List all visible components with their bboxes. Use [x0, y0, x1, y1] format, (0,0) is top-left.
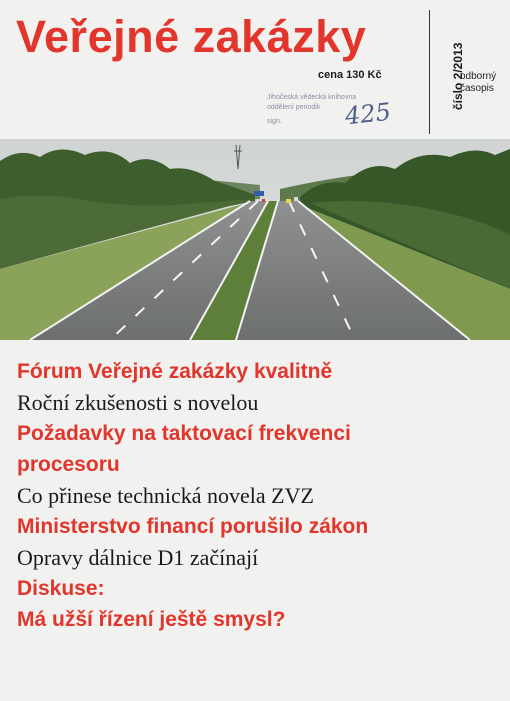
library-stamp: [267, 92, 407, 136]
cover-headlines: [17, 356, 503, 635]
handwritten-number: 425: [343, 97, 393, 131]
stamp-line-3: sign.: [267, 118, 282, 125]
headline-8: Diskuse:: [17, 577, 105, 600]
magazine-title: Veřejné zakázky: [16, 11, 367, 62]
cover-price: cena 130 Kč: [318, 69, 382, 81]
cover-photo-highway: [0, 139, 510, 340]
masthead-divider: [429, 10, 430, 134]
tagline: [460, 71, 496, 95]
headline-9: Má užší řízení ještě smysl?: [17, 608, 286, 631]
headline-1: Fórum Veřejné zakázky kvalitně: [17, 360, 333, 383]
tagline-line-1: odborný: [460, 71, 497, 82]
headline-6: Ministerstvo financí porušilo zákon: [17, 515, 369, 538]
stamp-line-2: oddělení periodik: [267, 104, 321, 111]
headline-2: Roční zkušenosti s novelou: [17, 390, 259, 415]
issue-number: číslo 2/2013: [451, 42, 465, 110]
tagline-line-2: časopis: [460, 83, 494, 94]
headline-5: Co přinese technická novela ZVZ: [17, 483, 314, 508]
headline-7: Opravy dálnice D1 začínají: [17, 545, 259, 570]
stamp-line-1: Jihočeská vědecká knihovna: [267, 94, 357, 101]
headline-4: procesoru: [17, 453, 120, 476]
headline-3: Požadavky na taktovací frekvenci: [17, 422, 351, 445]
